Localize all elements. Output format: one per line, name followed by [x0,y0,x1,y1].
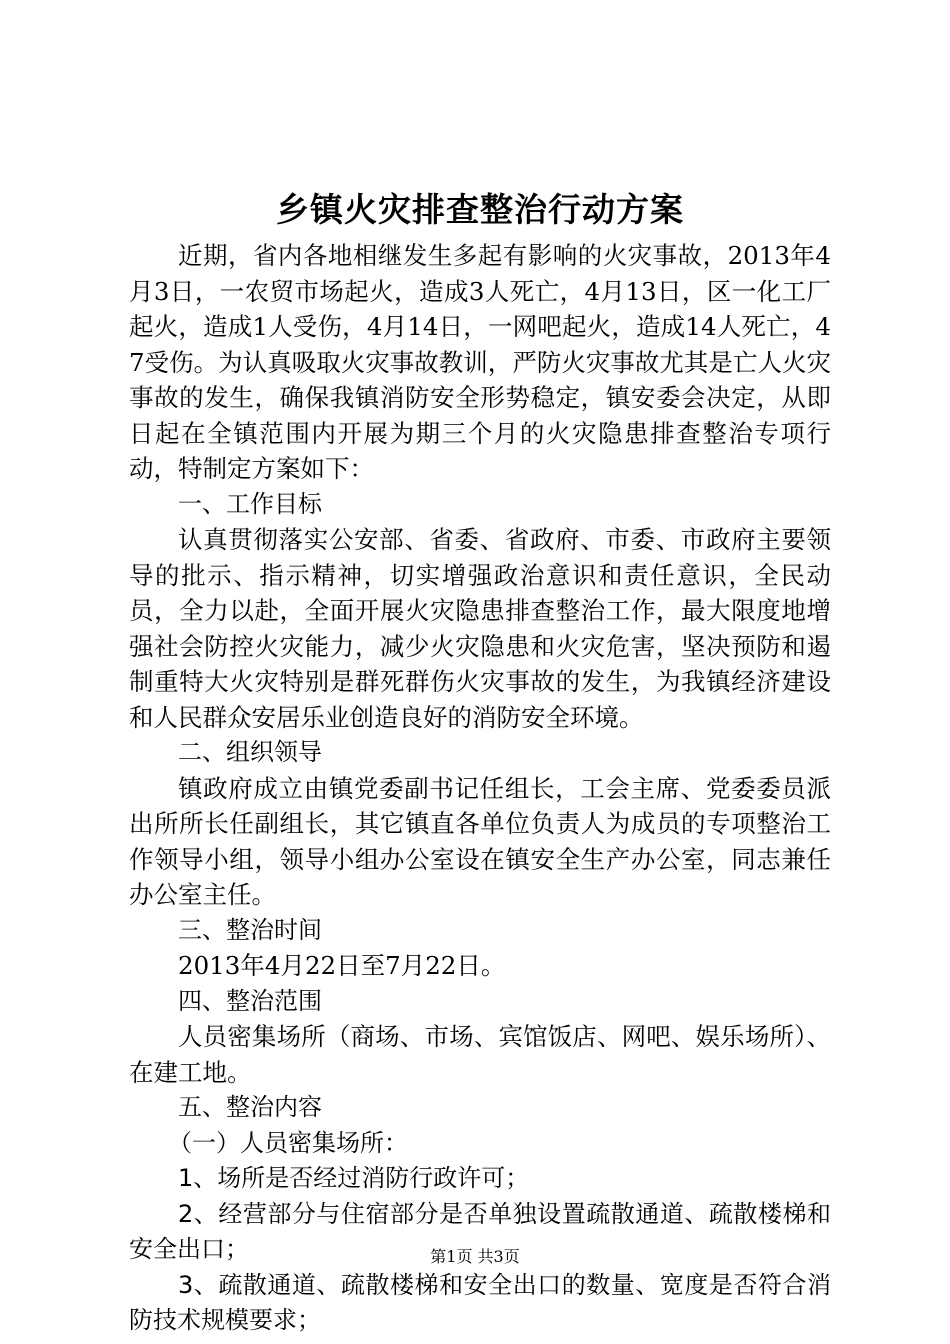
list-item: 1、场所是否经过消防行政许可； [178,1164,530,1192]
section-work-goal [129,487,831,736]
section-heading: 三、整治时间 [178,915,322,944]
section-body: 人员密集场所（商场、市场、宾馆饭店、网吧、娱乐场所）、在建工地。 [129,1022,831,1087]
section-heading: 四、整治范围 [178,986,322,1015]
section-time [129,913,831,984]
section-scope [129,984,831,1091]
list-item: 2、经营部分与住宿部分是否单独设置疏散通道、疏散楼梯和安全出口； [129,1199,831,1263]
document-page [129,184,831,1339]
sub-heading: （一）人员密集场所： [168,1128,408,1157]
section-body: 镇政府成立由镇党委副书记任组长，工会主席、党委委员派出所所长任副组长，其它镇直各单位负责人为成员的专项整治工作领导小组，领导小组办公室设在镇安全生产办公室，同志兼任办公室主任。 [129,773,831,909]
section-organization [129,735,831,913]
section-body: 认真贯彻落实公安部、省委、省政府、市委、市政府主要领导的批示、指示精神，切实增强政治意识和责任意识，全民动员，全力以赴，全面开展火灾隐患排查整治工作，最大限度地增强社会防控火灾能力，减少火灾隐患和火灾危害，坚决预防和遏制重特大火灾特别是群死群伤火灾事故的发生，为我镇经济建设和人民群众安居乐业创造良好的消防安全环境。 [129,525,831,732]
section-content [129,1090,831,1339]
section-heading: 五、整治内容 [178,1093,322,1121]
intro-paragraph: 近期，省内各地相继发生多起有影响的火灾事故，2013年4月3日，一农贸市场起火，造成3人死亡，4月13日，区一化工厂起火，造成1人受伤，4月14日，一网吧起火，造成14人死亡，47受伤。为认真吸取火灾事故教训，严防火灾事故尤其是亡人火灾事故的发生，确保我镇消防安全形势稳定，镇安委会决定，从即日起在全镇范围内开展为期三个月的火灾隐患排查整治专项行动，特制定方案如下： [129,241,831,483]
section-body: 2013年4月22日至7月22日。 [178,951,506,980]
list-item: 3、疏散通道、疏散楼梯和安全出口的数量、宽度是否符合消防技术规模要求； [129,1270,831,1334]
section-heading: 一、工作目标 [178,489,322,518]
page-footer: 第1页 共3页 [430,1247,520,1266]
document-title: 乡镇火灾排查整治行动方案 [276,190,684,229]
section-heading: 二、组织领导 [178,738,322,766]
